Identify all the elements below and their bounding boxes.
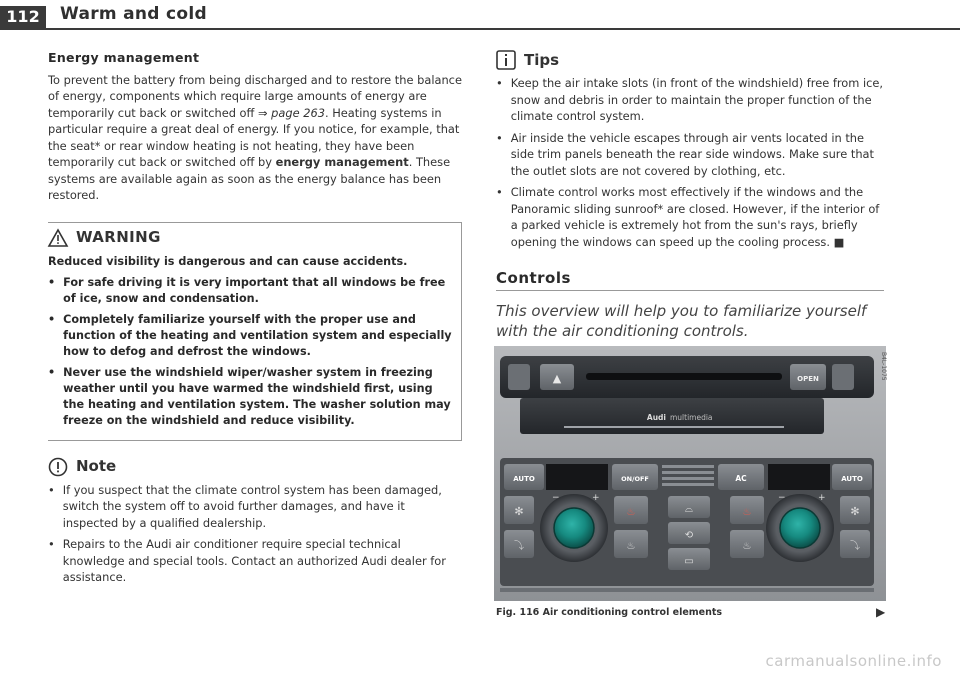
info-icon <box>496 50 516 70</box>
left-temp-knob[interactable] <box>554 508 594 548</box>
fan-plus-mark: + <box>592 493 600 503</box>
energy-paragraph: To prevent the battery from being discharged and to restore the balance of energy, components which require large amounts of energy are temporarily cut back or switched off ⇒ page 263. Heating systems in particular require a great deal of energy. If you notice, for example, that the seat* or rear window heating is not heating, they have been temporarily cut back or switched off by energy management. These systems are available again as soon as the energy balance has been restored. <box>48 72 462 202</box>
right-temp-display <box>768 464 830 490</box>
right-temp-knob[interactable] <box>780 508 820 548</box>
page-header <box>0 0 960 30</box>
warning-title: WARNING <box>48 229 453 247</box>
page-number: 112 <box>0 6 46 28</box>
ac-panel-illustration <box>494 346 886 601</box>
header-rule <box>0 28 960 30</box>
warning-item: • For safe driving it is very important that all windows be free of ice, snow and condensation. <box>48 275 446 305</box>
right-column <box>496 50 884 341</box>
mmi-label: multimedia <box>670 413 713 422</box>
tips-item: • Climate control works most effectively if the windows and the Panoramic sliding sunroof* are closed. However, if the interior of a parked vehicle is extremely hot from the sun's rays, briefly opening the windows can speed up the cooling process. ■ <box>496 185 880 249</box>
warning-item: • Completely familiarize yourself with the proper use and function of the heating and ventilation system and especially how to defog and defrost the windows. <box>48 312 452 358</box>
watermark: carmanualsonline.info <box>765 652 942 670</box>
energy-heading: Energy management <box>48 50 200 65</box>
seat-vent-icon: ♨ <box>742 541 752 552</box>
fan-icon: ✻ <box>514 505 524 518</box>
controls-intro: This overview will help you to familiarize yourself with the air conditioning controls. <box>496 301 867 340</box>
tips-title: Tips <box>496 50 884 70</box>
recirculation-icon: ⟲ <box>684 530 694 541</box>
warning-triangle-icon <box>48 229 68 247</box>
bottom-trim <box>500 588 874 592</box>
seat-airflow-icon: ⤵ <box>514 541 524 552</box>
warning-box <box>48 222 462 441</box>
seat-heat-icon: ♨ <box>626 507 636 518</box>
seat-airflow-icon: ⤵ <box>850 541 860 552</box>
tips-item: • Keep the air intake slots (in front of the windshield) free from ice, snow and debris in order to maintain the proper function of the climate control system. <box>496 76 884 123</box>
onoff-button[interactable]: ON/OFF <box>621 475 649 483</box>
ac-control-figure <box>494 346 886 601</box>
mmi-underline <box>564 426 784 428</box>
figure-caption: Fig. 116 Air conditioning control elements <box>496 607 723 618</box>
auto-right-button[interactable]: AUTO <box>841 475 863 483</box>
fan-minus-mark: − <box>778 493 786 503</box>
cd-slot <box>586 373 782 380</box>
note-item: • Repairs to the Audi air conditioner require special technical knowledge and special tools. Contact an authorized Audi dealer for assistance. <box>48 537 446 584</box>
auto-left-button[interactable]: AUTO <box>513 475 535 483</box>
note-exclamation-icon <box>48 457 68 477</box>
defrost-icon: ⌓ <box>685 504 693 515</box>
rear-defrost-icon: ▭ <box>684 556 694 567</box>
left-temp-display <box>546 464 608 490</box>
warning-lead: Reduced visibility is dangerous and can cause accidents. <box>48 254 408 268</box>
page-link[interactable]: ⇒ page 263 <box>258 105 325 120</box>
fan-minus-mark: − <box>552 493 560 503</box>
controls-heading: Controls <box>496 270 884 291</box>
continue-arrow-icon: ▶ <box>876 605 886 619</box>
seat-vent-icon: ♨ <box>626 541 636 552</box>
tips-item: • Air inside the vehicle escapes through air vents located in the side trim panels beneath the rear side windows. Make sure that the outlet slots are not covered by clothing, etc. <box>496 130 874 178</box>
right-side-button <box>832 364 854 390</box>
figure-code: B4L-1075 <box>880 352 887 381</box>
note-title: Note <box>48 457 462 477</box>
eject-icon[interactable]: ▲ <box>552 372 562 385</box>
left-column <box>48 50 462 591</box>
open-button[interactable]: OPEN <box>797 375 819 383</box>
fan-icon: ✻ <box>850 505 860 518</box>
note-item: • If you suspect that the climate control system has been damaged, switch the system off to avoid further damages, and have it inspected by a qualified dealership. <box>48 482 442 530</box>
ac-button[interactable]: AC <box>735 474 747 483</box>
seat-heat-icon: ♨ <box>742 507 752 518</box>
warning-item: • Never use the windshield wiper/washer system in freezing weather until you have warmed the windshield first, using the heating and ventilation system. The washer solution may freeze on the windshield and reduce visibility. <box>48 365 451 427</box>
chapter-title: Warm and cold <box>60 4 207 24</box>
left-side-button <box>508 364 530 390</box>
audi-brand-text: Audi <box>646 413 666 422</box>
fan-plus-mark: + <box>818 493 826 503</box>
